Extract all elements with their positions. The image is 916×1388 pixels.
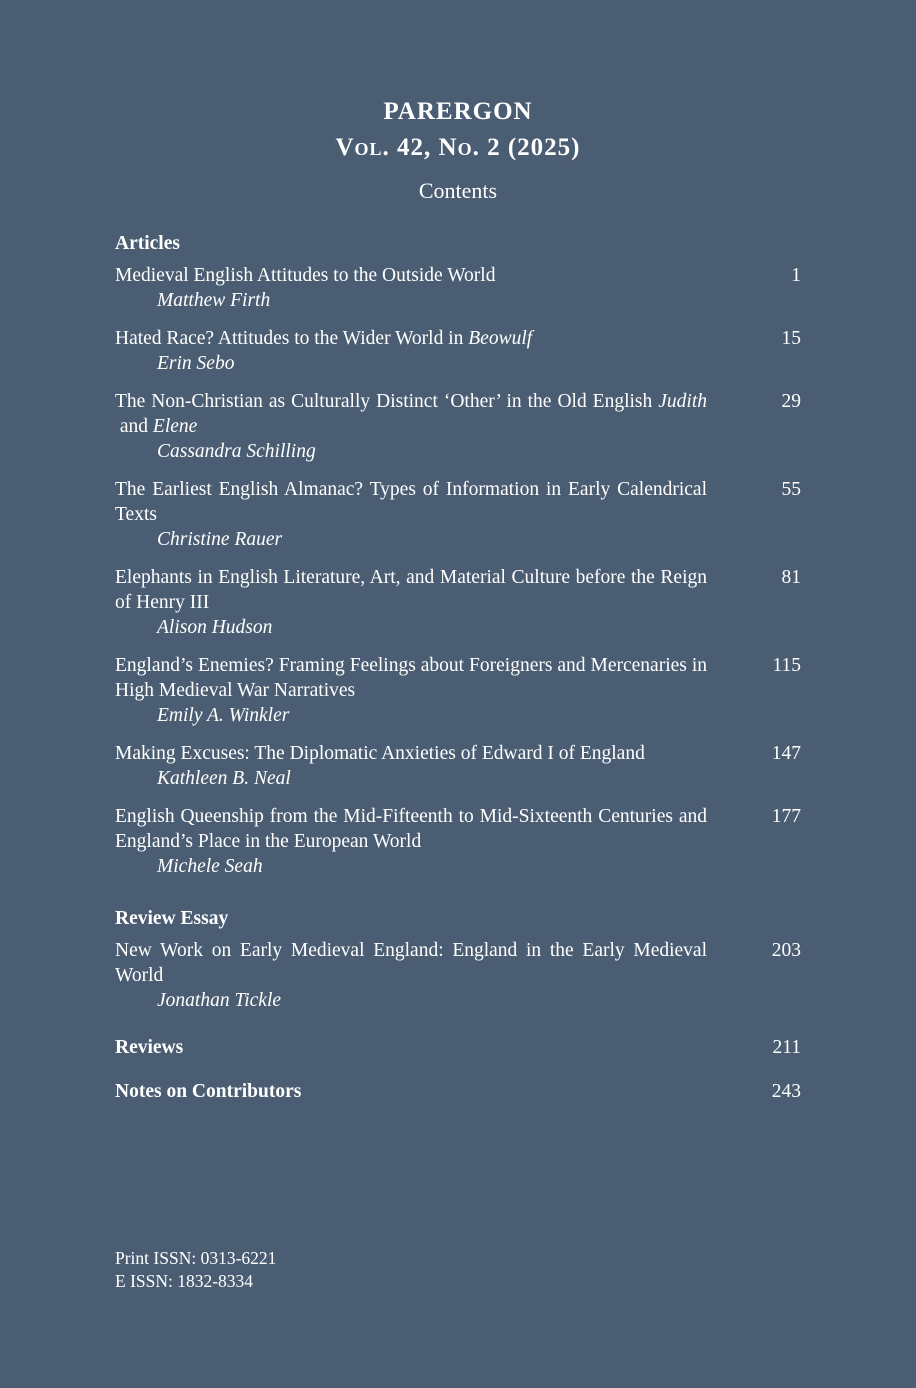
- article-author: Alison Hudson: [157, 617, 273, 638]
- article-author: Matthew Firth: [157, 290, 271, 311]
- page-number: 211: [772, 1037, 801, 1058]
- article-title: The Earliest English Almanac? Types of Information in Early Calendrical Texts: [115, 479, 707, 525]
- toc-entry: [115, 477, 801, 552]
- title-italic: Elene: [152, 416, 198, 437]
- toc-entry: [115, 389, 801, 464]
- title-text: Hated Race? Attitudes to the Wider World in: [115, 328, 469, 349]
- e-issn: E ISSN: 1832-8334: [115, 1271, 254, 1291]
- page-number: 177: [771, 806, 801, 827]
- article-title: Making Excuses: The Diplomatic Anxieties of Edward I of England: [115, 743, 645, 764]
- title-italic: Beowulf: [468, 328, 533, 349]
- title-text: and: [115, 416, 153, 437]
- review-essay-title: New Work on Early Medieval England: England in the Early Medieval World: [115, 940, 707, 986]
- article-title: [115, 389, 707, 439]
- article-author: Emily A. Winkler: [157, 705, 290, 726]
- page-number: 115: [772, 655, 801, 676]
- article-author: Michele Seah: [157, 856, 263, 877]
- journal-title: PARERGON: [383, 98, 533, 125]
- page-number: 243: [771, 1081, 801, 1102]
- print-issn: Print ISSN: 0313-6221: [115, 1248, 277, 1268]
- notes-label: Notes on Contributors: [115, 1081, 302, 1102]
- page-number: 15: [781, 328, 801, 349]
- page-number: 55: [781, 479, 801, 500]
- contents-heading: Contents: [418, 178, 498, 203]
- article-author: Christine Rauer: [157, 529, 283, 550]
- review-essay-author: Jonathan Tickle: [157, 990, 282, 1011]
- table-of-contents: [115, 231, 801, 1104]
- article-title: England’s Enemies? Framing Feelings about Foreigners and Mercenaries in High Medieval War Narratives: [115, 655, 707, 701]
- articles-heading: Articles: [115, 233, 180, 254]
- page-number: 147: [771, 743, 801, 764]
- issn-block: [115, 1247, 276, 1293]
- reviews-label: Reviews: [115, 1037, 184, 1058]
- article-author: Erin Sebo: [157, 353, 235, 374]
- page-number: 203: [771, 940, 801, 961]
- article-author: Kathleen B. Neal: [157, 768, 291, 789]
- page-number: 81: [781, 567, 801, 588]
- article-title: Medieval English Attitudes to the Outside World: [115, 265, 496, 286]
- toc-entry: [115, 263, 801, 313]
- notes-entry: [115, 1079, 801, 1104]
- toc-entry: [115, 326, 801, 376]
- page-number: 29: [781, 391, 801, 412]
- article-author: Cassandra Schilling: [157, 441, 316, 462]
- toc-entry: [115, 741, 801, 791]
- reviews-entry: [115, 1035, 801, 1060]
- volume-line: Vol. 42, No. 2 (2025): [335, 134, 581, 161]
- title-text: The Non-Christian as Culturally Distinct ‘Other’ in the Old English: [115, 391, 659, 412]
- title-italic: Judith: [658, 391, 707, 412]
- article-title: English Queenship from the Mid-Fifteenth to Mid-Sixteenth Centuries and England’s Place in the European World: [115, 806, 707, 852]
- toc-entry: [115, 804, 801, 879]
- article-title: Elephants in English Literature, Art, and Material Culture before the Reign of Henry III: [115, 567, 707, 613]
- toc-entry: [115, 938, 801, 1013]
- toc-entry: [115, 565, 801, 640]
- page-number: 1: [791, 265, 801, 286]
- review-essay-heading: Review Essay: [115, 908, 229, 929]
- article-title: [115, 326, 707, 351]
- toc-entry: [115, 653, 801, 728]
